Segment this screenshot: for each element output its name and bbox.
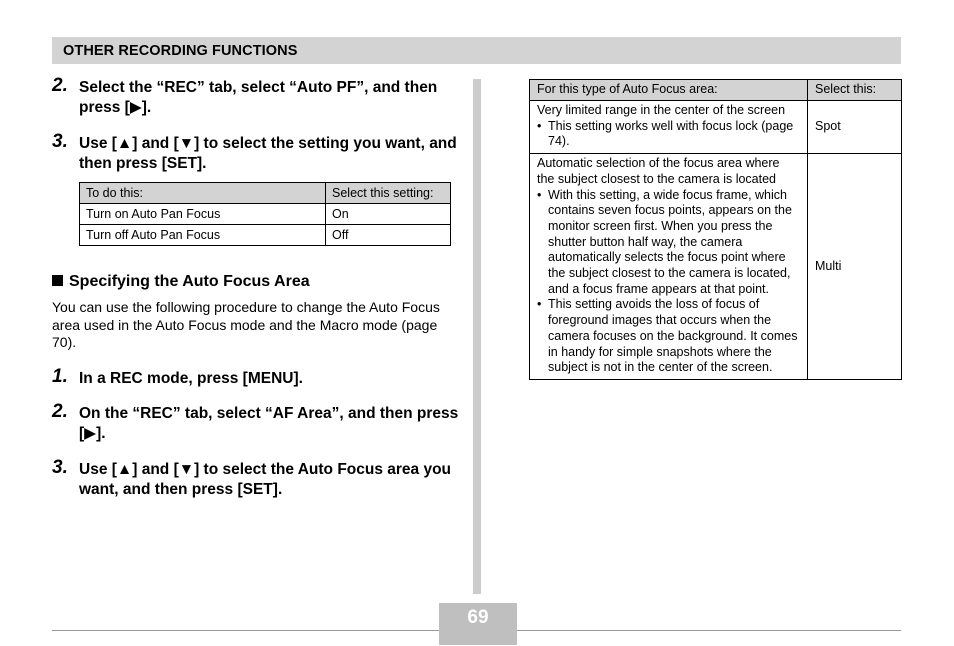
table-cell-value: Multi xyxy=(808,154,902,380)
section-header-bar xyxy=(52,37,901,64)
table-row xyxy=(80,204,451,225)
step-number: 2. xyxy=(52,401,68,422)
table-header-row xyxy=(80,183,451,204)
square-bullet-icon xyxy=(52,275,63,286)
table-header-cell: To do this: xyxy=(80,183,326,204)
step-3-bottom xyxy=(52,457,462,502)
table-header-cell: For this type of Auto Focus area: xyxy=(530,80,808,101)
section-header-title: OTHER RECORDING FUNCTIONS xyxy=(63,43,298,59)
table-row xyxy=(530,101,902,154)
step-number: 3. xyxy=(52,457,68,478)
section-heading xyxy=(52,273,310,291)
step-3-top xyxy=(52,131,462,176)
table-row xyxy=(530,154,902,380)
step-1-bottom xyxy=(52,366,462,391)
table-cell-description xyxy=(530,101,808,154)
section-body: You can use the following procedure to change the Auto Focus area used in the Auto Focus mode and the Macro mode (page 70). xyxy=(52,299,440,350)
column-divider xyxy=(473,79,481,594)
description-text: Automatic selection of the focus area where the subject closest to the camera is located xyxy=(537,156,780,186)
bullet-list xyxy=(537,188,800,376)
page-number-box xyxy=(439,603,517,645)
step-2-bottom xyxy=(52,401,462,446)
page-number: 69 xyxy=(467,607,489,628)
table-cell: Off xyxy=(326,225,451,246)
step-text: Use [▲] and [▼] to select the setting you want, and then press [SET]. xyxy=(79,135,457,172)
table-cell: On xyxy=(326,204,451,225)
step-number: 1. xyxy=(52,366,68,387)
step-text: On the “REC” tab, select “AF Area”, and then press [▶]. xyxy=(79,405,459,442)
step-text: Use [▲] and [▼] to select the Auto Focus area you want, and then press [SET]. xyxy=(79,461,452,498)
table-header-cell: Select this: xyxy=(808,80,902,101)
table-cell-value: Spot xyxy=(808,101,902,154)
step-text: Select the “REC” tab, select “Auto PF”, and then press [▶]. xyxy=(79,79,438,116)
auto-pan-focus-table xyxy=(79,182,451,246)
step-number: 3. xyxy=(52,131,68,152)
step-2-top xyxy=(52,75,462,120)
table-cell: Turn off Auto Pan Focus xyxy=(80,225,326,246)
step-number: 2. xyxy=(52,75,68,96)
list-item: • With this setting, a wide focus frame, which contains seven focus points, appears on the monitor screen first. When you press the shutter button half way, the camera automatically selects the focus point where the subject closest to the camera is located, and a focus frame appears at that point. xyxy=(537,188,800,298)
list-item: • This setting avoids the loss of focus of foreground images that occurs when the camera focuses on the background. It comes in handy for simple snapshots where the subject is not in the center of the screen. xyxy=(537,297,800,376)
section-title: Specifying the Auto Focus Area xyxy=(69,273,310,290)
step-text: In a REC mode, press [MENU]. xyxy=(79,370,303,387)
table-header-row xyxy=(530,80,902,101)
table-row xyxy=(80,225,451,246)
description-text: Very limited range in the center of the screen xyxy=(537,103,786,117)
table-header-cell: Select this setting: xyxy=(326,183,451,204)
list-item: • This setting works well with focus lock (page 74). xyxy=(537,119,800,150)
af-area-table xyxy=(529,79,902,380)
table-cell: Turn on Auto Pan Focus xyxy=(80,204,326,225)
bullet-list xyxy=(537,119,800,150)
table-cell-description xyxy=(530,154,808,380)
